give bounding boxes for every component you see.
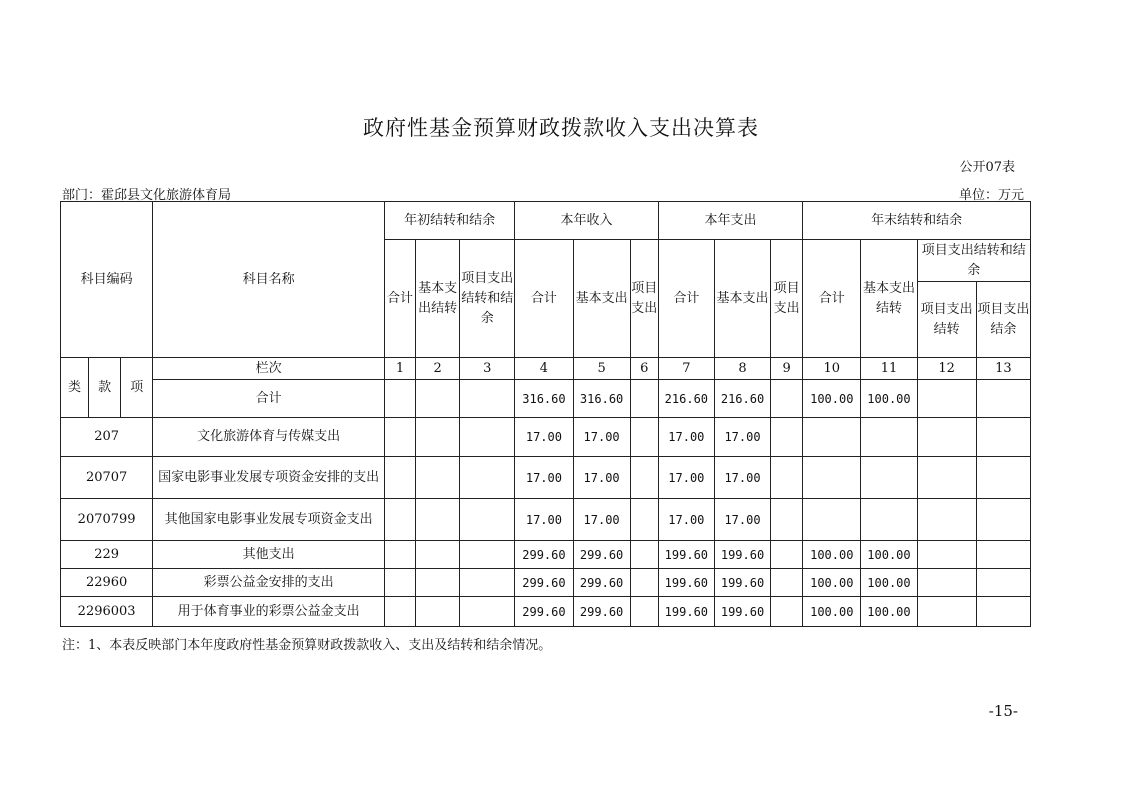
value-cell: 17.00 [714,499,770,541]
value-cell: 17.00 [573,499,630,541]
value-cell: 17.00 [573,418,630,457]
total-cell: 216.60 [714,380,770,418]
table-row [61,597,1031,627]
value-cell: 199.60 [658,541,714,569]
department-label: 部门：霍邱县文化旅游体育局 [62,188,232,203]
header-end-project-group: 项目支出结转和结余 [917,240,1030,282]
header-income-basic: 基本支出 [573,240,630,358]
subject-code: 2296003 [61,597,153,627]
total-cell [384,380,415,418]
total-cell: 216.60 [658,380,714,418]
subject-name: 彩票公益金安排的支出 [153,569,385,597]
header-begin-total: 合计 [384,240,415,358]
header-group-end: 年末结转和结余 [803,202,1031,240]
value-cell [460,569,515,597]
column-number: 1 [384,358,415,380]
column-number: 10 [803,358,861,380]
total-cell [771,380,803,418]
header-code: 科目编码 [61,202,153,358]
value-cell: 100.00 [803,597,861,627]
value-cell [771,541,803,569]
value-cell [771,499,803,541]
page-title: 政府性基金预算财政拨款收入支出决算表 [363,116,759,140]
header-lei: 类 [61,358,89,418]
value-cell [416,457,460,499]
value-cell [630,499,658,541]
value-cell: 17.00 [714,418,770,457]
value-cell [460,541,515,569]
column-number-label: 栏次 [153,358,385,380]
header-end-project-carry: 项目支出结转 [917,282,976,358]
value-cell: 199.60 [714,569,770,597]
value-cell [976,597,1030,627]
subject-name: 文化旅游体育与传媒支出 [153,418,385,457]
header-begin-project: 项目支出结转和结余 [460,240,515,358]
header-group-income: 本年收入 [515,202,658,240]
value-cell [460,499,515,541]
value-cell [976,499,1030,541]
value-cell [384,597,415,627]
subject-name: 其他国家电影事业发展专项资金支出 [153,499,385,541]
value-cell [460,457,515,499]
value-cell [917,569,976,597]
column-number: 4 [515,358,573,380]
subject-name: 国家电影事业发展专项资金安排的支出 [153,457,385,499]
value-cell: 299.60 [573,597,630,627]
value-cell [771,569,803,597]
total-cell: 100.00 [861,380,917,418]
value-cell [384,457,415,499]
header-group-expense: 本年支出 [658,202,802,240]
value-cell [803,499,861,541]
header-end-basic: 基本支出结转 [861,240,917,358]
value-cell [803,457,861,499]
value-cell: 299.60 [515,597,573,627]
value-cell: 17.00 [573,457,630,499]
value-cell: 17.00 [714,457,770,499]
value-cell: 100.00 [861,541,917,569]
value-cell [384,541,415,569]
header-end-total: 合计 [803,240,861,358]
table-row [61,457,1031,499]
total-cell: 316.60 [573,380,630,418]
value-cell [917,499,976,541]
column-number: 9 [771,358,803,380]
value-cell [803,418,861,457]
value-cell [861,499,917,541]
header-xiang: 项 [121,358,153,418]
value-cell [460,597,515,627]
value-cell [976,569,1030,597]
subject-name: 其他支出 [153,541,385,569]
value-cell: 299.60 [573,541,630,569]
value-cell [630,418,658,457]
value-cell: 100.00 [803,569,861,597]
table-row [61,541,1031,569]
column-number: 3 [460,358,515,380]
value-cell: 17.00 [515,457,573,499]
total-cell [460,380,515,418]
value-cell [861,457,917,499]
value-cell [384,499,415,541]
value-cell [861,418,917,457]
table-row [61,569,1031,597]
value-cell: 199.60 [658,569,714,597]
subject-code: 207 [61,418,153,457]
unit-label: 单位：万元 [958,188,1024,203]
column-number: 2 [416,358,460,380]
value-cell [416,569,460,597]
subject-name: 用于体育事业的彩票公益金支出 [153,597,385,627]
form-number: 公开07表 [959,160,1015,175]
value-cell: 17.00 [515,499,573,541]
total-cell [976,380,1030,418]
table-row [61,418,1031,457]
header-expense-project: 项目支出 [771,240,803,358]
value-cell [630,597,658,627]
header-group-begin: 年初结转和结余 [384,202,514,240]
header-end-project-balance: 项目支出结余 [976,282,1030,358]
value-cell: 299.60 [515,569,573,597]
value-cell [630,457,658,499]
column-number: 12 [917,358,976,380]
value-cell: 299.60 [515,541,573,569]
column-number: 8 [714,358,770,380]
page-number: -15- [988,702,1018,720]
subject-code: 20707 [61,457,153,499]
value-cell [917,418,976,457]
value-cell [630,541,658,569]
value-cell [976,457,1030,499]
value-cell [384,418,415,457]
total-cell: 100.00 [803,380,861,418]
subject-code: 229 [61,541,153,569]
header-kuan: 款 [89,358,121,418]
column-number: 6 [630,358,658,380]
value-cell [384,569,415,597]
value-cell [416,541,460,569]
header-expense-basic: 基本支出 [714,240,770,358]
value-cell [416,418,460,457]
value-cell [416,499,460,541]
value-cell [771,597,803,627]
header-begin-basic: 基本支出结转 [416,240,460,358]
value-cell: 199.60 [714,541,770,569]
value-cell [460,418,515,457]
value-cell [630,569,658,597]
value-cell: 299.60 [573,569,630,597]
total-cell [630,380,658,418]
value-cell: 100.00 [861,597,917,627]
value-cell: 100.00 [861,569,917,597]
value-cell [976,418,1030,457]
value-cell [416,597,460,627]
column-number: 13 [976,358,1030,380]
header-income-total: 合计 [515,240,573,358]
value-cell: 100.00 [803,541,861,569]
header-name: 科目名称 [153,202,385,358]
total-cell [917,380,976,418]
header-expense-total: 合计 [658,240,714,358]
value-cell [917,541,976,569]
total-cell: 316.60 [515,380,573,418]
value-cell: 199.60 [658,597,714,627]
value-cell: 17.00 [658,418,714,457]
table-row [61,499,1031,541]
budget-table [60,201,1031,627]
header-income-project: 项目支出 [630,240,658,358]
column-number: 11 [861,358,917,380]
value-cell [917,597,976,627]
value-cell: 17.00 [658,457,714,499]
column-number: 5 [573,358,630,380]
value-cell: 17.00 [658,499,714,541]
total-cell [416,380,460,418]
column-number: 7 [658,358,714,380]
value-cell [771,457,803,499]
value-cell [917,457,976,499]
subject-code: 22960 [61,569,153,597]
footnote: 注：1、本表反映部门本年度政府性基金预算财政拨款收入、支出及结转和结余情况。 [62,638,552,653]
value-cell: 199.60 [714,597,770,627]
total-row-label: 合计 [153,380,385,418]
subject-code: 2070799 [61,499,153,541]
value-cell [771,418,803,457]
value-cell: 17.00 [515,418,573,457]
value-cell [976,541,1030,569]
